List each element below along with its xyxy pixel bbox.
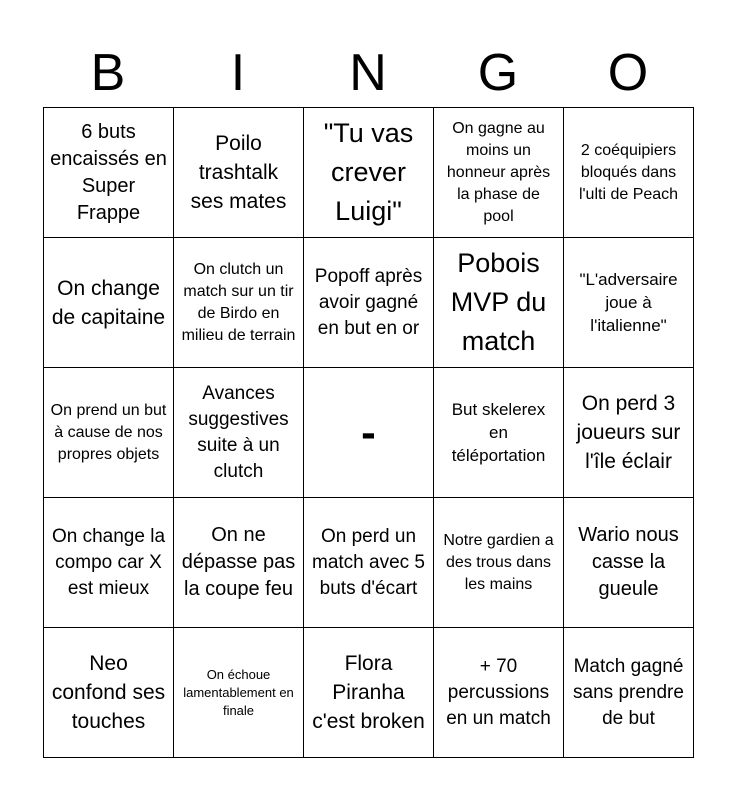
cell-text: But skelerex en téléportation — [451, 400, 546, 465]
cell-text: Popoff après avoir gagné en but en or — [314, 265, 423, 339]
cell-text: "Tu vas crever Luigi" — [323, 118, 414, 226]
bingo-cell-4-4[interactable] — [434, 498, 564, 628]
bingo-grid — [43, 107, 694, 758]
cell-text: "L'adversaire joue à l'italienne" — [579, 270, 678, 335]
bingo-cell-2-1[interactable] — [44, 238, 174, 368]
bingo-cell-4-1[interactable] — [44, 498, 174, 628]
bingo-cell-5-1[interactable] — [44, 628, 174, 758]
cell-text: On échoue lamentablement en finale — [183, 666, 294, 718]
bingo-cell-3-4[interactable] — [434, 368, 564, 498]
bingo-cell-3-1[interactable] — [44, 368, 174, 498]
bingo-cell-1-4[interactable] — [434, 108, 564, 238]
cell-text: Avances suggestives suite à un clutch — [188, 382, 289, 482]
cell-text: On gagne au moins un honneur après la phase de pool — [446, 119, 551, 225]
cell-text: - — [361, 407, 376, 457]
bingo-cell-3-5[interactable] — [564, 368, 694, 498]
cell-text: On perd 3 joueurs sur l'île éclair — [576, 392, 681, 473]
bingo-cell-free-center[interactable] — [304, 368, 434, 498]
bingo-cell-5-2[interactable] — [174, 628, 304, 758]
bingo-cell-5-4[interactable] — [434, 628, 564, 758]
bingo-cell-4-5[interactable] — [564, 498, 694, 628]
header-letter-i: I — [230, 44, 246, 102]
bingo-cell-1-3[interactable] — [304, 108, 434, 238]
bingo-cell-2-3[interactable] — [304, 238, 434, 368]
cell-text: Poilo trashtalk ses mates — [190, 132, 287, 213]
cell-text: 2 coéquipiers bloqués dans l'ulti de Peach — [578, 141, 679, 203]
bingo-cell-1-1[interactable] — [44, 108, 174, 238]
header-letter-b: B — [90, 44, 126, 102]
bingo-cell-4-3[interactable] — [304, 498, 434, 628]
cell-text: On prend un but à cause de nos propres objets — [50, 401, 167, 463]
bingo-cell-1-2[interactable] — [174, 108, 304, 238]
cell-text: On clutch un match sur un tir de Birdo en milieu de terrain — [181, 260, 296, 344]
cell-text: Neo confond ses touches — [51, 652, 166, 733]
bingo-cell-2-2[interactable] — [174, 238, 304, 368]
cell-text: Match gagné sans prendre de but — [573, 655, 684, 729]
bingo-cell-3-2[interactable] — [174, 368, 304, 498]
bingo-cell-4-2[interactable] — [174, 498, 304, 628]
cell-text: Notre gardien a des trous dans les mains — [443, 531, 554, 593]
bingo-cell-1-5[interactable] — [564, 108, 694, 238]
bingo-cell-5-3[interactable] — [304, 628, 434, 758]
cell-text: On ne dépasse pas la coupe feu — [181, 524, 296, 600]
header-letter-o: O — [607, 44, 649, 102]
cell-text: On change la compo car X est mieux — [51, 525, 166, 599]
cell-text: + 70 percussions en un match — [446, 655, 551, 729]
cell-text: 6 buts encaissés en Super Frappe — [50, 120, 167, 224]
cell-text: On change de capitaine — [51, 276, 166, 329]
header-letter-n: N — [349, 44, 387, 102]
cell-text: Wario nous casse la gueule — [578, 524, 679, 600]
bingo-cell-2-4[interactable] — [434, 238, 564, 368]
bingo-cell-2-5[interactable] — [564, 238, 694, 368]
header-letter-g: G — [477, 44, 519, 102]
cell-text: Pobois MVP du match — [450, 248, 547, 356]
bingo-header — [43, 40, 693, 106]
bingo-cell-5-5[interactable] — [564, 628, 694, 758]
cell-text: Flora Piranha c'est broken — [312, 652, 425, 733]
cell-text: On perd un match avec 5 buts d'écart — [312, 525, 425, 599]
